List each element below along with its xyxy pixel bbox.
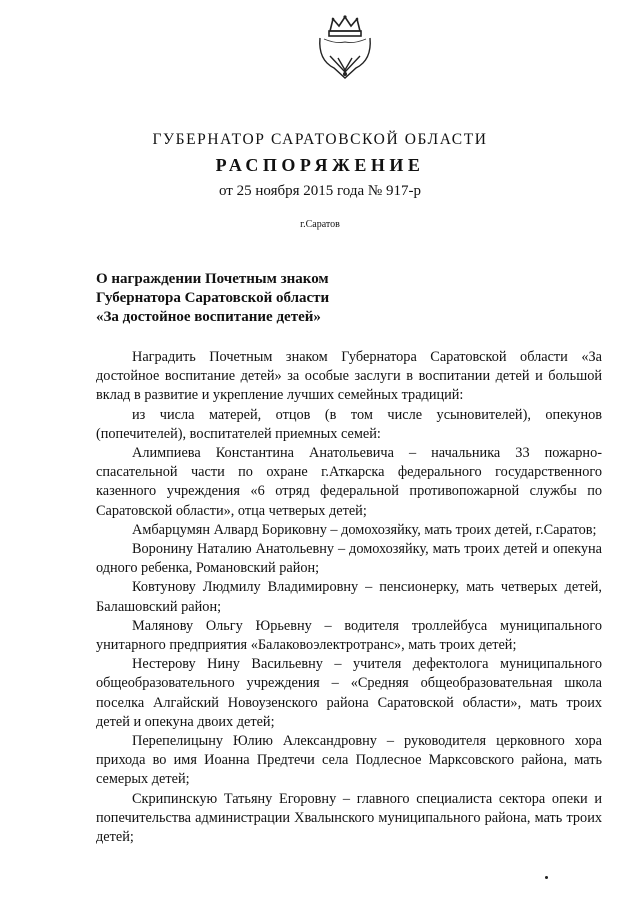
awardee-paragraph: Нестерову Нину Васильевну – учителя дефектолога муниципального общеобразовательного учреждения – «Средняя общеобразовательная школа поселка Алгайский Новоузенского района Саратовской области», мать троих детей и опекуна двоих детей; xyxy=(96,656,602,730)
intro-paragraph: Наградить Почетным знаком Губернатора Саратовской области «За достойное воспитание детей» за особые заслуги в воспитании детей и большой вклад в развитие и укрепление лучших семейных традиций: xyxy=(96,349,602,404)
awardee-paragraph: Скрипинскую Татьяну Егоровну – главного специалиста сектора опеки и попечительства администрации Хвалынского муниципального района, мать троих детей; xyxy=(96,790,602,846)
document-subject xyxy=(96,270,329,327)
coat-of-arms-emblem xyxy=(316,14,374,80)
awardee-paragraph: Малянову Ольгу Юрьевну – водителя троллейбуса муниципального унитарного предприятия «Балаковоэлектротранс», мать троих детей; xyxy=(96,617,602,654)
document-date-number: от 25 ноября 2015 года № 917-р xyxy=(219,183,421,199)
scan-dot-mark xyxy=(545,876,548,879)
governor-title: ГУБЕРНАТОР САРАТОВСКОЙ ОБЛАСТИ xyxy=(152,131,488,148)
awardee-paragraph: Алимпиева Константина Анатольевича – начальника 33 пожарно-спасательной части по охране г.Аткарска федерального государственного казенного учреждения «6 отряд федеральной противопожарной службы по Саратовской области», отца четверых детей; xyxy=(96,445,602,519)
awardee-paragraph: Перепелицыну Юлию Александровну – руководителя церковного хора прихода во имя Иоанна Предтечи села Подлесное Марксовского района, мать семерых детей; xyxy=(96,733,602,788)
subject-line: «За достойное воспитание детей» xyxy=(96,309,321,325)
document-body xyxy=(96,348,602,847)
awardee-paragraph: Ковтунову Людмилу Владимировну – пенсионерку, мать четверых детей, Балашовский район; xyxy=(96,579,602,615)
document-city: г.Саратов xyxy=(300,219,340,230)
category-paragraph: из числа матерей, отцов (в том числе усыновителей), опекунов (попечителей), воспитателей приемных семей: xyxy=(96,406,602,442)
awardee-paragraph: Воронину Наталию Анатольевну – домохозяйку, мать троих детей и опекуна одного ребенка, Романовский район; xyxy=(96,541,602,577)
subject-line: Губернатора Саратовской области xyxy=(96,290,330,306)
document-type-title: РАСПОРЯЖЕНИЕ xyxy=(215,155,425,175)
awardee-paragraph: Амбарцумян Алвард Бориковну – домохозяйку, мать троих детей, г.Саратов; xyxy=(132,521,597,538)
subject-line: О награждении Почетным знаком xyxy=(96,271,329,287)
